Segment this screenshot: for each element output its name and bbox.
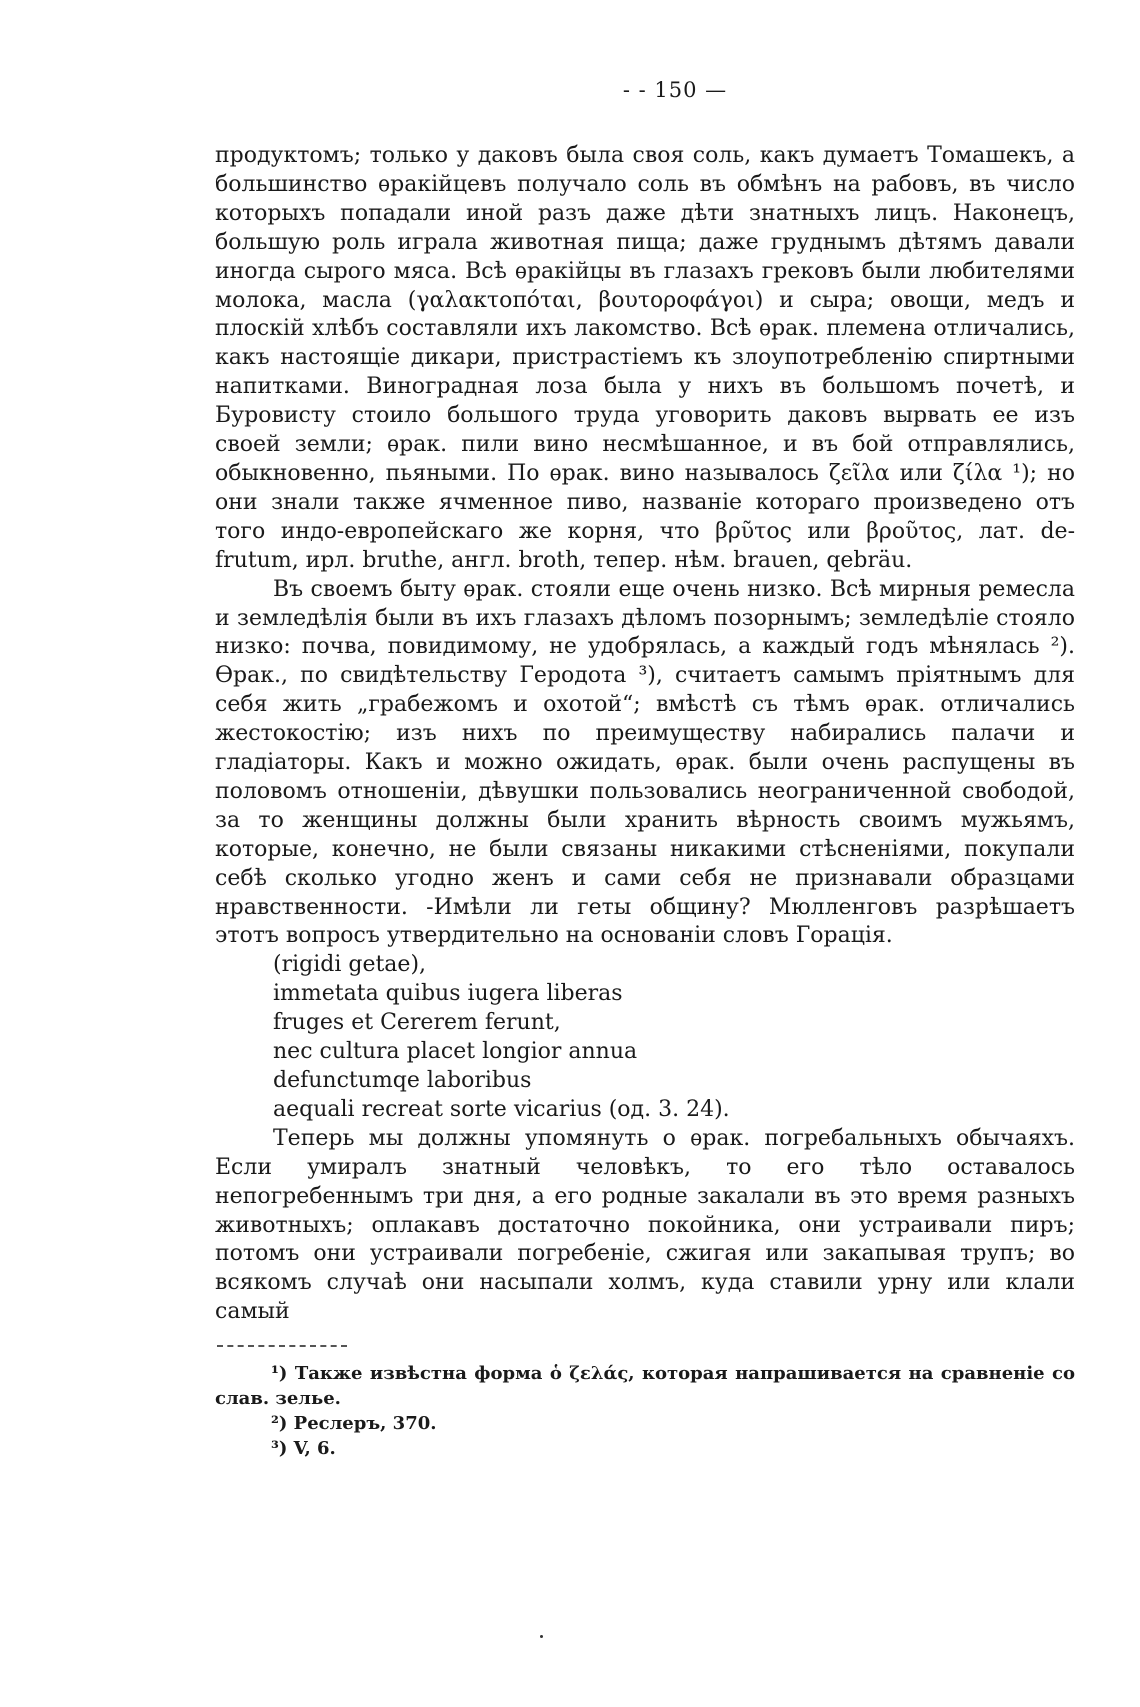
page-number: - - 150 —	[622, 78, 728, 102]
footnote-1: ¹) Также извѣстна форма ὁ ζελάς, которая напрашивается на сравненіе со слав. зелье.	[215, 1363, 1075, 1410]
footnote-divider	[217, 1345, 347, 1347]
body-text	[215, 142, 1075, 951]
verse-line: fruges et Cererem ferunt,	[273, 1010, 561, 1036]
paragraph-2: Въ своемъ быту ѳрак. стояли еще очень низко. Всѣ мирныя ремесла и земледѣлія были въ ихъ глазахъ дѣломъ позорнымъ; земледѣліе стояло низко: почва, повидимому, не удобрялась, а каждый годъ мѣнялась ²). Ѳрак., по свидѣтельству Геродота ³), считаетъ самымъ пріятнымъ для себя жить „грабежомъ и охотой“; вмѣстѣ съ тѣмъ ѳрак. отличались жестокостію; изъ нихъ по преимуществу набирались палачи и гладіаторы. Какъ и можно ожидать, ѳрак. были очень распущены въ половомъ отношеніи, дѣвушки пользовались неограниченной свободой, за то женщины должны были хранить вѣрность своимъ мужьямъ, которые, конечно, не были связаны никакими стѣсненіями, покупали себѣ сколько угодно женъ и сами себя не признавали образцами нравственности. -Имѣли ли геты общину? Мюлленговъ разрѣшаетъ этотъ вопросъ утвердительно на основаніи словъ Горація.	[215, 576, 1075, 949]
footnotes	[215, 1361, 1075, 1461]
footnote-2: ²) Реслеръ, 370.	[271, 1413, 437, 1435]
verse-line: (rigidi getae),	[273, 952, 427, 978]
paragraph-3: Теперь мы должны упомянуть о ѳрак. погребальныхъ обычаяхъ. Если умиралъ знатный человѣкъ, то его тѣло оставалось непогребеннымъ три дня, а его родные закалали въ это время разныхъ животныхъ; оплакавъ достаточно покойника, они устраивали пиръ; потомъ они устраивали погребеніе, сжигая или закапывая трупъ; во всякомъ случаѣ они насыпали холмъ, куда ставили урну или клали самый	[215, 1125, 1075, 1325]
verse-quote	[273, 951, 1075, 1124]
body-text-continued	[215, 1125, 1075, 1327]
footnote-3: ³) V, 6.	[271, 1438, 336, 1460]
verse-line: nec cultura placet longior annua	[273, 1039, 638, 1065]
verse-line: defunctumqe laboribus	[273, 1068, 532, 1093]
verse-line: immetata quibus iugera liberas	[273, 981, 623, 1007]
page	[215, 78, 1075, 1461]
paragraph-1: продуктомъ; только у даковъ была своя соль, какъ думаетъ Томашекъ, а большинство ѳракійцевъ получало соль въ обмѣнъ на рабовъ, въ число которыхъ попадали иной разъ даже дѣти знатныхъ лицъ. Наконецъ, большую роль играла животная пища; даже груднымъ дѣтямъ давали иногда сырого мяса. Всѣ ѳракійцы въ глазахъ грековъ были любителями молока, масла (γαλακτοπόται, βουτοροφάγοι) и сыра; овощи, медъ и плоскій хлѣбъ составляли ихъ лакомство. Всѣ ѳрак. племена отличались, какъ настоящіе дикари, пристрастіемъ къ злоупотребленію спиртными напитками. Виноградная лоза была у нихъ въ большомъ почетѣ, и Буровисту стоило большого труда уговорить даковъ вырвать ее изъ своей земли; ѳрак. пили вино несмѣшанное, и въ бой отправлялись, обыкновенно, пьяными. По ѳрак. вино называлось ζεῖλα или ζίλα ¹); но они знали также ячменное пиво, названіе котораго произведено отъ того индо-европейскаго же корня, что βρῦτος или βροῦτος, лат. de-frutum, ирл. bruthe, англ. broth, тепер. нѣм. brauen, qebräu.	[215, 143, 1075, 573]
verse-line: aequali recreat sorte vicarius (од. 3. 24).	[273, 1096, 730, 1122]
stray-dot	[540, 1635, 543, 1638]
